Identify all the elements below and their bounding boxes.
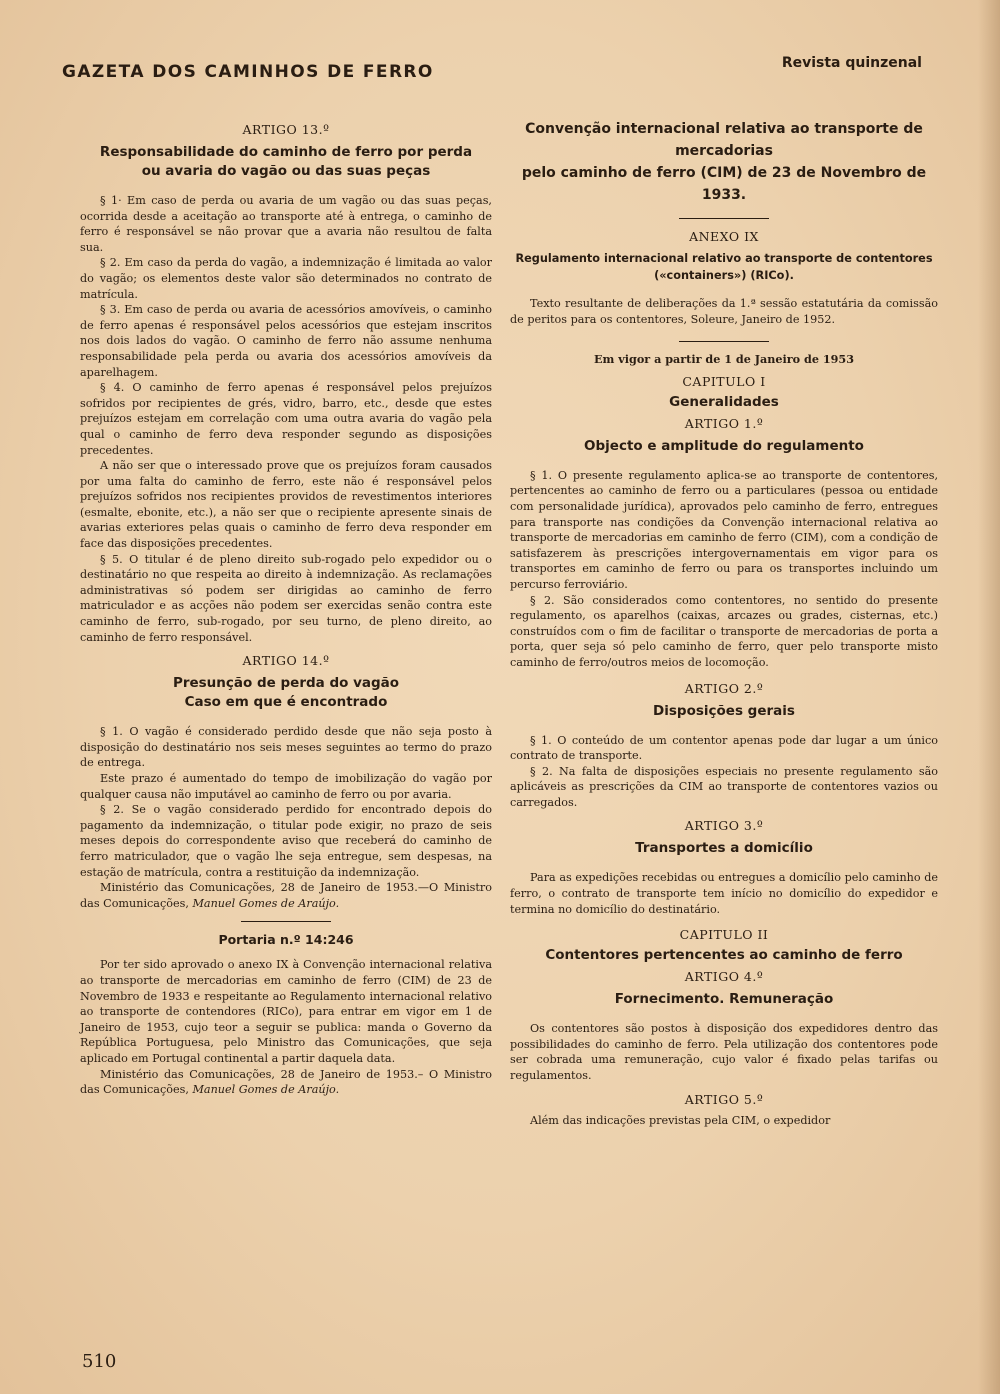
left-column xyxy=(80,118,492,1098)
portaria-paragraph: Por ter sido aprovado o anexo IX à Convenção internacional relativa ao transporte de mercadorias em caminho de ferro (CIM) de 23 de Novembro de 1933 e respeitante ao Regulamento internacional relativo ao transporte de contendores (RICo), para entrar em vigor em 1 de Janeiro de 1953, cujo teor a seguir se publica: manda o Governo da República Portuguesa, pelo Ministro das Comunicações, que seja aplicado em Portugal continental a partir daquela data. xyxy=(80,958,492,1065)
article-2-heading: ARTIGO 2.º xyxy=(684,680,764,696)
article-14-heading: ARTIGO 14.º xyxy=(242,653,330,669)
article-13-heading: ARTIGO 13.º xyxy=(242,122,330,137)
article-14-title xyxy=(80,674,492,712)
divider-rule xyxy=(241,921,331,922)
convention-title-line1: Convenção internacional relativa ao transporte de mercadorias xyxy=(525,121,923,159)
article-2-paragraph-2: § 2. Na falta de disposições especiais no presente regulamento são aplicáveis as prescrições da CIM ao transporte de contentores vazios ou carregados. xyxy=(510,764,938,809)
resulting-text-paragraph: Texto resultante de deliberações da 1.ª sessão estatutária da comissão de peritos para os contentores, Soleure, Janeiro de 1952. xyxy=(510,297,938,326)
article-14-title-line1: Presunção de perda do vagão xyxy=(172,675,400,692)
article-14-paragraph-3: § 2. Se o vagão considerado perdido for encontrado depois do pagamento da indemnização, o titular pode exigir, no prazo de seis meses depois do correspondente aviso que receberá do caminho de ferro matriculador, que o vagão lhe seja entregue, sem despesas, na estação de matrícula, contra a restituição da indemnização. xyxy=(80,803,492,879)
annex-heading: ANEXO IX xyxy=(689,229,759,244)
article-2-paragraph-1: § 1. O conteúdo de um contentor apenas pode dar lugar a um único contrato de transporte. xyxy=(510,733,938,763)
article-13-title-line2: ou avaria do vagão ou das suas peças xyxy=(141,163,431,179)
chapter-2-title: Contentores pertencentes ao caminho de ferro xyxy=(545,947,903,964)
regulation-title-line2: («containers») (RICo). xyxy=(654,269,794,282)
article-13-paragraph-6: § 5. O titular é de pleno direito sub-rogado pelo expedidor ou o destinatário no que respeita ao direito à indemnização. As reclamações administrativas só podem ser dirigidas ao caminho de ferro matriculador e as acções não podem ser exercidas senão contra este caminho de ferro, sub-rogado, por seu turno, de pleno direito, ao caminho de ferro responsável. xyxy=(80,552,492,644)
in-force-line: Em vigor a partir de 1 de Janeiro de 1953 xyxy=(593,352,855,367)
signature-2-name: Manuel Gomes de Araújo. xyxy=(192,1083,340,1097)
article-3-paragraph-1: Para as expedições recebidas ou entregues a domicílio pelo caminho de ferro, o contrato de transporte tem início no domicílio do expedidor e termina no domicílio do destinatário. xyxy=(510,871,938,916)
portaria-heading: Portaria n.º 14:246 xyxy=(218,932,354,948)
page-number: 510 xyxy=(82,1351,117,1372)
article-4-paragraph-1: Os contentores são postos à disposição dos expedidores dentro das possibilidades do caminho de ferro. Pela utilização dos contentores pode ser cobrada uma remuneração, cujo valor é fixado pelas tarifas ou regulamentos. xyxy=(510,1022,938,1083)
article-1-paragraph-2: § 2. São considerados como contentores, no sentido do presente regulamento, os aparelhos (caixas, arcazes ou grades, cisternas, etc.) construídos com o fim de facilitar o transporte de mercadorias de porta a porta, quer seja só pelo caminho de ferro, quer pelo transporte misto caminho de ferro/outros meios de locomoção. xyxy=(510,593,938,669)
signature-1-name: Manuel Gomes de Araújo. xyxy=(192,896,340,910)
regulation-title xyxy=(510,250,938,284)
article-3-title: Transportes a domicílio xyxy=(635,840,813,857)
article-5-heading: ARTIGO 5.º xyxy=(684,1091,764,1107)
article-1-title: Objecto e amplitude do regulamento xyxy=(584,437,864,454)
chapter-1-heading: CAPITULO I xyxy=(682,373,766,389)
signature-2-text: Ministério das Comunicações, 28 de Janeiro de 1953.– O Ministro das Comunicações, xyxy=(80,1067,492,1097)
divider-rule xyxy=(679,218,769,219)
chapter-1-title: Generalidades xyxy=(669,393,779,410)
article-13-paragraph-4: § 4. O caminho de ferro apenas é responsável pelos prejuízos sofridos por recipientes de grés, vidro, barro, etc., desde que estes prejuízos estejam em correlação com uma outra avaria do vagão pela qual o caminho de ferro deva responder segundo as disposições precedentes. xyxy=(80,381,492,457)
right-column xyxy=(510,118,938,1128)
divider-rule xyxy=(679,341,769,342)
chapter-2-heading: CAPITULO II xyxy=(679,927,769,943)
page-edge-shadow xyxy=(978,0,1000,1394)
article-1-paragraph-1: § 1. O presente regulamento aplica-se ao transporte de contentores, pertencentes ao caminho de ferro ou a particulares (pessoa ou entidade com personalidade jurídica), aprovados pelo caminho de ferro, entregues para transporte nas condições da Convenção internacional relativa ao transporte de mercadorias em caminho de ferro (CIM), com a condição de satisfazerem às prescrições intergovernamentais em vigor para os transportes em caminho de ferro ou para os transportes incluindo um percurso ferroviário. xyxy=(510,468,938,591)
article-5-paragraph-1: Além das indicações previstas pela CIM, o expedidor xyxy=(530,1113,831,1127)
article-14-paragraph-1: § 1. O vagão é considerado perdido desde que não seja posto à disposição do destinatário nos seis meses seguintes ao termo do prazo de entrega. xyxy=(80,725,492,770)
article-3-heading: ARTIGO 3.º xyxy=(684,818,764,834)
signature-1 xyxy=(80,880,492,911)
regulation-title-line1: Regulamento internacional relativo ao transporte de contentores xyxy=(515,252,933,265)
article-4-title: Fornecimento. Remuneração xyxy=(614,991,834,1008)
convention-title-line2: pelo caminho de ferro (CIM) de 23 de Novembro de 1933. xyxy=(521,165,927,203)
signature-2 xyxy=(80,1067,492,1098)
article-14-title-line2: Caso em que é encontrado xyxy=(184,694,388,711)
article-13-paragraph-3: § 3. Em caso de perda ou avaria de acessórios amovíveis, o caminho de ferro apenas é responsável pelos acessórios que estejam inscritos nos dois lados do vagão. O caminho de ferro não assume nenhuma responsabilidade pela perda ou avaria dos acessórios amovíveis da aparelhagem. xyxy=(80,303,492,379)
article-2-title: Disposições gerais xyxy=(653,702,795,719)
article-13-paragraph-1: § 1· Em caso de perda ou avaria de um vagão ou das suas peças, ocorrida desde a aceitação ao transporte até à entrega, o caminho de ferro é responsável se não provar que a avaria não resultou de falta sua. xyxy=(80,194,492,254)
article-1-heading: ARTIGO 1.º xyxy=(684,415,764,431)
article-13-title xyxy=(80,143,492,181)
convention-title xyxy=(510,118,938,206)
article-13-paragraph-5: A não ser que o interessado prove que os prejuízos foram causados por uma falta do caminho de ferro, este não é responsável pelos prejuízos sofridos nos recipientes providos de revestimentos interiores (esmalte, ebonite, etc.), a não ser que o recipiente apresente sinais de avarias exteriores pelas quais o caminho de ferro deva responder em face das disposições precedentes. xyxy=(80,459,492,551)
journal-title: GAZETA DOS CAMINHOS DE FERRO xyxy=(62,62,434,82)
article-14-paragraph-2: Este prazo é aumentado do tempo de imobilização do vagão por qualquer causa não imputável ao caminho de ferro ou por avaria. xyxy=(80,772,492,801)
article-4-heading: ARTIGO 4.º xyxy=(684,969,764,985)
article-13-title-line1: Responsabilidade do caminho de ferro por perda xyxy=(99,144,473,160)
article-13-paragraph-2: § 2. Em caso da perda do vagão, a indemnização é limitada ao valor do vagão; os elementos deste valor são determinados no contrato de matrícula. xyxy=(80,256,492,301)
signature-1-text: Ministério das Comunicações, 28 de Janeiro de 1953.—O Ministro das Comunicações, xyxy=(80,881,492,910)
journal-subtitle: Revista quinzenal xyxy=(781,55,922,71)
